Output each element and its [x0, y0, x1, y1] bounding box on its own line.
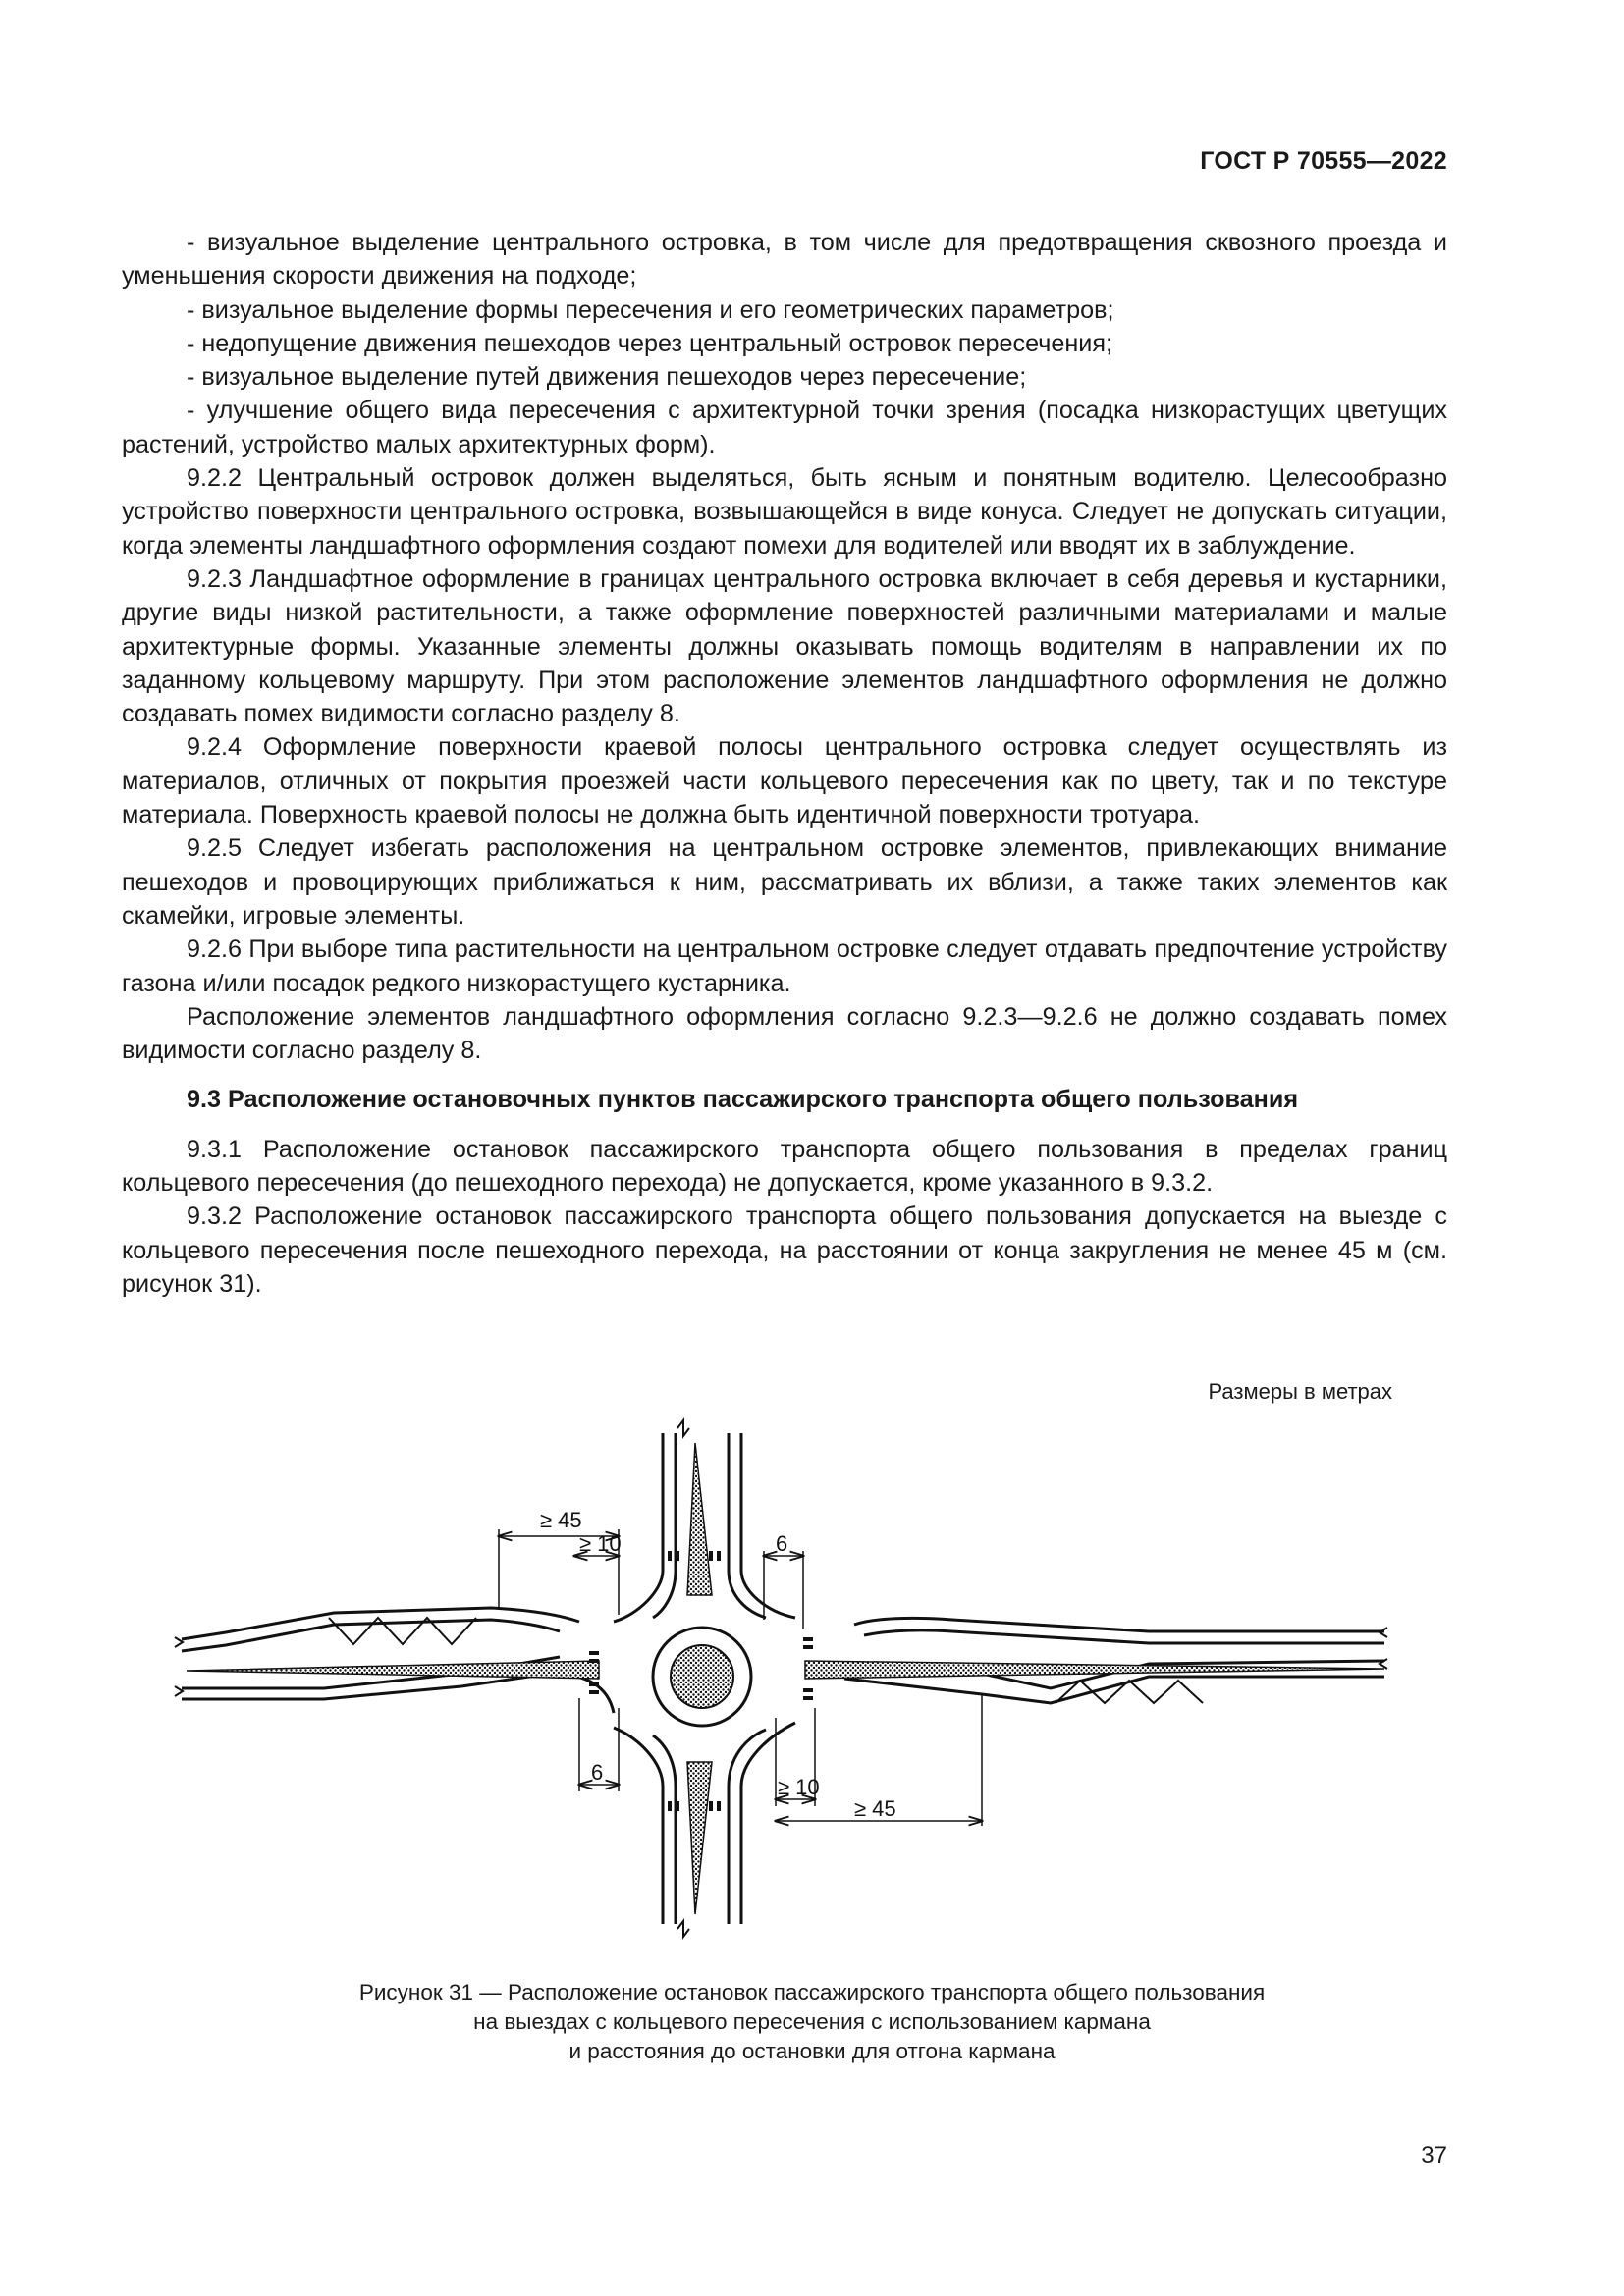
paragraph: - визуальное выделение формы пересечения и его геометрических параметров; [187, 295, 1114, 324]
paragraph: - недопущение движения пешеходов через центральный островок пересечения; [187, 329, 1113, 357]
section-heading: 9.3 Расположение остановочных пунктов пассажирского транспорта общего пользования [187, 1086, 1299, 1114]
body-text [122, 226, 1447, 1301]
caption-line: и расстояния до остановки для отгона кармана [568, 2039, 1056, 2063]
central-island [671, 1645, 733, 1708]
road-edge [741, 1723, 795, 1924]
paragraph: 9.2.4 Оформление поверхности краевой полосы центрального островка следует осуществлять из материалов, отличных от покрытия проезжей части кольцевого пересечения как по цвету, так и по текстуре материала. Поверхность краевой полосы не должна быть идентичной поверхности тротуара. [122, 733, 1447, 829]
road-edge [844, 1677, 1384, 1703]
paragraph: - визуальное выделение центрального островка, в том числе для предотвращения сквозного проезда и уменьшения скорости движения на подходе; [122, 229, 1447, 291]
paragraph: 9.2.6 При выборе типа растительности на центральном островке следует отдавать предпочтение устройству газона и/или посадок редкого низкорастущего кустарника. [122, 935, 1447, 997]
paragraph: Расположение элементов ландшафтного оформления согласно 9.2.3—9.2.6 не должно создавать помех видимости согласно разделу 8. [122, 1002, 1447, 1065]
page-number: 37 [1421, 2142, 1447, 2168]
dimension-label: ≥ 10 [778, 1775, 820, 1799]
caption-line: Рисунок 31 — Расположение остановок пассажирского транспорта общего пользования [358, 1980, 1266, 2004]
road-edge [729, 1730, 766, 1924]
bus-bay-marking [1056, 1681, 1203, 1703]
paragraph: 9.2.3 Ландшафтное оформление в границах центрального островка включает в себя деревья и кустарники, другие виды низкой растительности, а также оформление поверхностей различными материалами и малые архитектурные формы. Указанные элементы должны оказывать помощь водителям в направлении их по заданному кольцевому маршруту. При этом расположение элементов ландшафтного оформления не должно создавать помех видимости согласно разделу 8. [122, 564, 1447, 728]
dimension-label: ≥ 45 [854, 1796, 896, 1821]
paragraph: 9.3.1 Расположение остановок пассажирского транспорта общего пользования в пределах границ кольцевого пересечения (до пешеходного перехода) не допускается, кроме указанного в 9.3.2. [122, 1135, 1447, 1198]
figure-caption [0, 1978, 1624, 2066]
paragraph: 9.3.2 Расположение остановок пассажирского транспорта общего пользования допускается на выезде с кольцевого пересечения после пешеходного перехода, на расстоянии от конца закругления не менее 45 м (см. рисунок 31). [122, 1202, 1447, 1298]
splitter-island [687, 1443, 712, 1595]
splitter-island [187, 1661, 599, 1679]
dimension-label: ≥ 45 [540, 1508, 582, 1532]
dimension-label: ≥ 10 [579, 1531, 622, 1556]
splitter-island [687, 1762, 712, 1914]
paragraph: - визуальное выделение путей движения пешеходов через пересечение; [187, 363, 1027, 392]
roundabout-diagram [167, 1404, 1404, 1953]
sizes-note: Размеры в метрах [1208, 1379, 1392, 1404]
road-edge [614, 1433, 663, 1622]
dimension-label: 6 [591, 1760, 604, 1785]
paragraph: 9.2.2 Центральный островок должен выделяться, быть ясным и понятным водителю. Целесообразно устройство поверхности центрального островка, возвышающейся в виде конуса. Следует не допускать ситуации, когда элементы ландшафтного оформления создают помехи для водителей или вводят их в заблуждение. [122, 464, 1447, 560]
paragraph: 9.2.5 Следует избегать расположения на центральном островке элементов, привлекающих внимание пешеходов и провоцирующих приближаться к ним, рассматривать их вблизи, а также таких элементов как скамейки, игровые элементы. [122, 834, 1447, 930]
document-header: ГОСТ Р 70555—2022 [1200, 147, 1447, 175]
caption-line: на выездах с кольцевого пересечения с использованием кармана [473, 2009, 1151, 2034]
paragraph: - улучшение общего вида пересечения с архитектурной точки зрения (посадка низкорастущих цветущих растений, устройство малых архитектурных форм). [122, 397, 1447, 458]
road-edge [614, 1728, 663, 1924]
road-edge [741, 1433, 795, 1618]
dimension-label: 6 [776, 1531, 788, 1556]
